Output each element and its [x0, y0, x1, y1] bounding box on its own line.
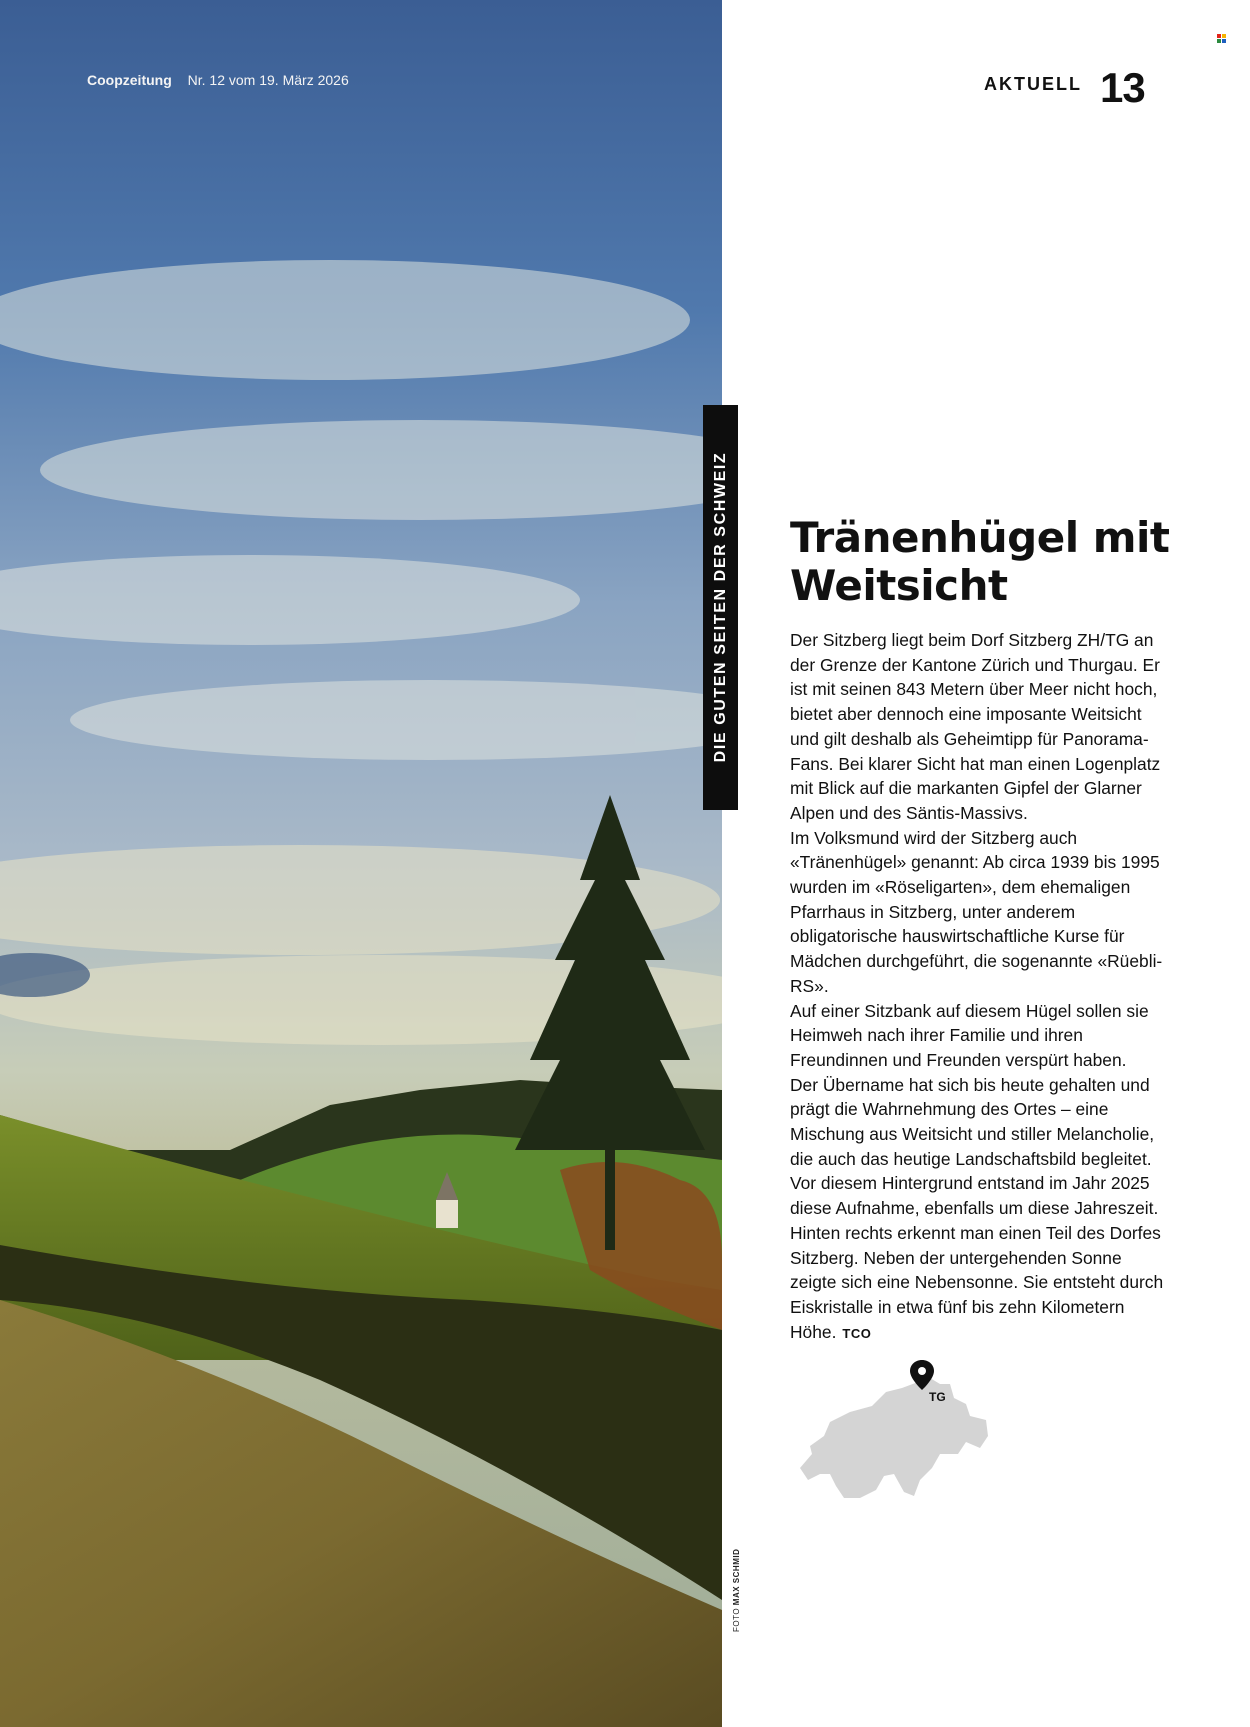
publication-header	[87, 72, 349, 88]
article-title: Tränenhügel mit Weitsicht	[790, 513, 1170, 610]
credit-name: MAX SCHMID	[732, 1548, 741, 1606]
series-banner	[703, 405, 738, 810]
page-number: 13	[1100, 64, 1145, 111]
section-label: AKTUELL	[984, 74, 1082, 94]
article-body	[790, 628, 1170, 1346]
article-paragraph: Der Übername hat sich bis heute gehalten und prägt die Wahrnehmung des Ortes – eine Mischung aus Weitsicht und stiller Melancholie, die auch das heutige Landschaftsbild begleitet.	[790, 1074, 1155, 1169]
article-paragraph-last	[790, 1171, 1170, 1346]
article-paragraph: Vor diesem Hintergrund entstand im Jahr 2025 diese Aufnahme, ebenfalls um diese Jahreszeit. Hinten rechts erkennt man einen Teil des Dorfes Sitzberg. Neben der untergehenden Sonne zeigte sich eine Nebensonne. Sie entsteht durch Eiskristalle in etwa fünf bis zehn Kilometern Höhe.	[790, 1173, 1164, 1342]
article-paragraph: Der Sitzberg liegt beim Dorf Sitzberg ZH/TG an der Grenze der Kantone Zürich und Thurgau. Er ist mit seinen 843 Metern über Meer nicht hoch, bietet aber dennoch eine imposante Weitsicht und gilt deshalb als Geheimtipp für Panorama-Fans. Bei klarer Sicht hat man einen Logenplatz mit Blick auf die markanten Gipfel der Glarner Alpen und des Säntis-Massivs.	[790, 630, 1161, 823]
publication-name: Coopzeitung	[87, 72, 172, 88]
country-shape	[800, 1378, 988, 1498]
article-paragraph: Auf einer Sitzbank auf diesem Hügel sollen sie Heimweh nach ihrer Familie und ihren Freundinnen und Freunden verspürt haben.	[790, 1000, 1149, 1070]
author-initials: TCO	[842, 1325, 872, 1341]
switzerland-map	[790, 1358, 1000, 1508]
photo-credit	[732, 1549, 741, 1632]
article-paragraph: Im Volksmund wird der Sitzberg auch «Tränenhügel» genannt: Ab circa 1939 bis 1995 wurden im «Röseligarten», dem ehemaligen Pfarrhaus in Sitzberg, unter anderem obligatorische hauswirtschaftliche Kurse für Mädchen durchgeführt, die sogenannte «Rüebli-RS».	[790, 827, 1163, 996]
canton-label: TG	[929, 1390, 946, 1404]
series-label: DIE GUTEN SEITEN DER SCHWEIZ	[712, 451, 729, 763]
color-registration-icon	[1217, 34, 1226, 43]
issue-info: Nr. 12 vom 19. März 2026	[187, 72, 349, 88]
credit-prefix: FOTO	[732, 1607, 741, 1632]
